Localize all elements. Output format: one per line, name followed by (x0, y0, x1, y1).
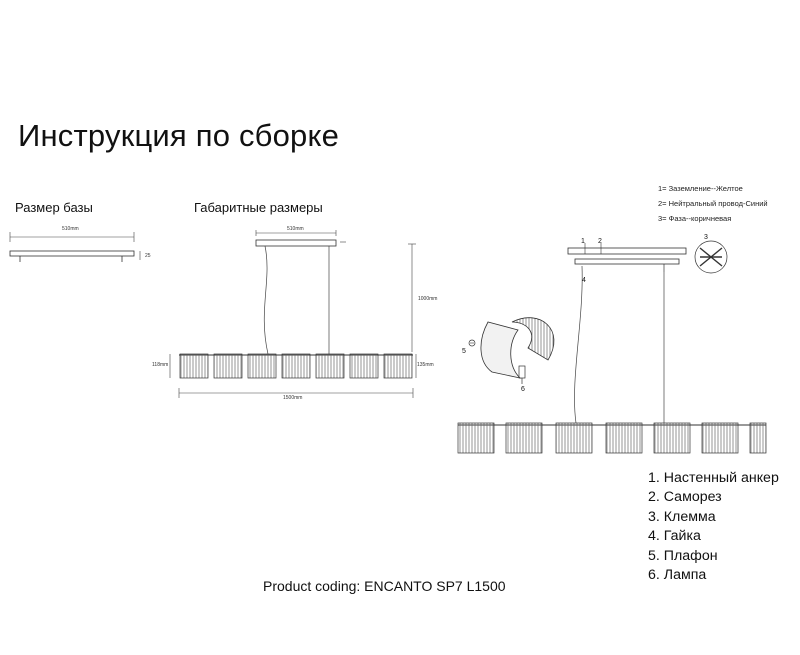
dim-shade-height-right: 135mm (417, 362, 434, 368)
dim-drop-length: 1000mm (418, 296, 438, 302)
terminal-icon (695, 241, 727, 273)
part-item: 1. Настенный анкер (648, 470, 779, 486)
bulb-icon (519, 366, 525, 384)
part-item: 3. Клемма (648, 508, 716, 525)
section-base-size: Размер базы (15, 200, 93, 215)
product-coding: Product coding: ENCANTO SP7 L1500 (263, 578, 506, 594)
callout-3: 3 (704, 234, 708, 241)
part-item: 5. Плафон (648, 547, 718, 564)
part-item: 4. Гайка (648, 528, 701, 545)
part-item: 6. Лампа (648, 567, 707, 584)
dim-shade-height-left: 118mm (152, 362, 169, 368)
wiring-legend-neutral: 2= Нейтральный провод-Синий (658, 199, 768, 208)
screw-icon (469, 340, 475, 346)
page-title: Инструкция по сборке (18, 118, 340, 153)
dim-total-length: 1500mm (283, 395, 303, 401)
dim-base-height: 25 (145, 253, 151, 259)
wiring-legend-ground: 1= Заземление--Желтое (658, 184, 743, 193)
callout-5: 5 (462, 348, 466, 355)
wiring-legend-phase: 3= Фаза--коричневая (658, 214, 732, 223)
dim-canopy-width: 510mm (287, 226, 304, 232)
dim-base-width: 510mm (62, 226, 79, 232)
part-item: 2. Саморез (648, 489, 722, 506)
section-overall-size: Габаритные размеры (194, 200, 323, 215)
callout-4: 4 (582, 277, 586, 284)
callout-1: 1 (581, 238, 585, 245)
overall-drawing (170, 230, 416, 398)
base-drawing (10, 232, 140, 262)
callout-2: 2 (598, 238, 602, 245)
shade-icon (481, 318, 554, 378)
callout-6: 6 (521, 386, 525, 393)
